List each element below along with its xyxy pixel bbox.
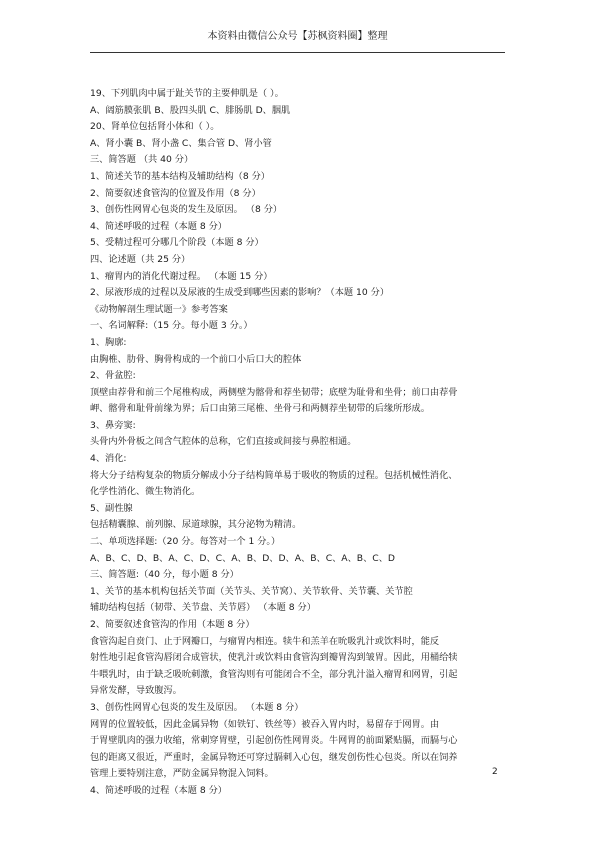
text-line: 顶壁由荐骨和前三个尾椎构成，两侧壁为髂骨和荐坐韧带；底壁为耻骨和坐骨；前口由荐骨: [90, 386, 458, 398]
text-line: 1、关节的基本机构包括关节面（关节头、关节窝）、关节软骨、关节囊、关节腔: [90, 585, 413, 597]
text-line: 2、骨盆腔:: [90, 370, 136, 382]
text-line: 1、简述关节的基本结构及辅助结构（8 分）: [90, 170, 270, 182]
text-line: 3、鼻旁窦:: [90, 419, 136, 431]
text-line: 包的距离又很近，严重时，金属异物还可穿过膈刺入心包，继发创伤性心包炎。所以在饲养: [90, 751, 458, 763]
text-line: 由胸椎、肋骨、胸骨构成的一个前口小后口大的腔体: [90, 353, 302, 365]
text-line: 三、简答题 （共 40 分）: [90, 154, 194, 166]
text-line: 包括精囊腺、前列腺、尿道球腺，其分泌物为精清。: [90, 519, 302, 531]
text-line: 19、下列肌肉中属于趾关节的主要伸肌是（ ）。: [90, 88, 284, 99]
text-line: 2、简要叙述食管沟的位置及作用（8 分）: [90, 187, 261, 199]
text-line: 《动物解剖生理试题一》参考答案: [90, 303, 228, 315]
text-line: 岬、髂骨和耻骨前缘为界；后口由第三尾椎、坐骨弓和两侧荐坐韧带的后缘所形成。: [90, 403, 430, 415]
text-line: 5、副性腺: [90, 502, 133, 514]
text-line: 牛喂乳时，由于缺乏吸吮刺激，食管沟则有可能闭合不全，部分乳汁溢入瘤胃和网胃，引起: [90, 668, 458, 680]
document-body: [90, 86, 508, 800]
text-line: 20、肾单位包括肾小体和（ ）。: [90, 121, 220, 133]
text-line: 4、消化:: [90, 453, 127, 465]
text-line: 头骨内外骨板之间含气腔体的总称，它们直接或间接与鼻腔相通。: [90, 436, 357, 448]
text-line: 2、简要叙述食管沟的作用（本题 8 分）: [90, 619, 255, 630]
text-line: 1、瘤胃内的消化代谢过程。 （本题 15 分）: [90, 270, 273, 282]
text-line: 管理上要特别注意，严防金属异物混入饲料。: [90, 768, 274, 780]
page-number: 2: [492, 767, 498, 777]
text-line: 2、尿液形成的过程以及尿液的生成受到哪些因素的影响？（本题 10 分）: [90, 287, 390, 299]
text-line: 二、单项选择题:（20 分。每答对一个 1 分。）: [90, 536, 281, 548]
text-line: 辅助结构包括（韧带、关节盘、关节唇） （本题 8 分）: [90, 602, 316, 614]
text-line: 一、名词解释:（15 分。每小题 3 分。）: [90, 320, 253, 332]
text-line: 网胃的位置较低，因此金属异物（如铁钉、铁丝等）被吞入胃内时，易留存于网胃。由: [90, 718, 440, 730]
header-rule: [90, 52, 505, 53]
text-line: 四、论述题（共 25 分）: [90, 253, 191, 265]
text-line: A、阔筋膜张肌 B、股四头肌 C、腓肠肌 D、胭肌: [90, 104, 291, 116]
text-line: A、肾小囊 B、肾小盏 C、集合管 D、肾小管: [90, 137, 272, 149]
text-line: 于胃壁肌肉的强力收缩，常刺穿胃壁，引起创伤性网胃炎。牛网胃的前面紧贴膈，而膈与心: [90, 735, 458, 747]
text-line: 5、受精过程可分哪几个阶段（本题 8 分）: [90, 237, 264, 249]
text-line: 射性地引起食管沟唇闭合成管状，使乳汁或饮料由食管沟到瓣胃沟到皱胃。因此，用桶给犊: [90, 652, 458, 664]
text-line: 4、简述呼吸的过程（本题 8 分）: [90, 784, 227, 796]
text-line: 1、胸廓:: [90, 336, 127, 348]
text-line: 食管沟起自贲门、止于网瓣口，与瘤胃内相连。犊牛和羔羊在吮吸乳汁或饮料时，能反: [90, 635, 440, 647]
text-line: 异常发酵，导致腹泻。: [90, 685, 182, 697]
page-header: 本资料由微信公众号【苏枫资料圈】整理: [207, 31, 388, 42]
text-line: 3、创伤性网胃心包炎的发生及原因。 （8 分）: [90, 204, 283, 216]
text-line: 4、简述呼吸的过程（本题 8 分）: [90, 220, 227, 232]
text-line: 化学性消化、微生物消化。: [90, 486, 201, 498]
text-line: 3、创伤性网胃心包炎的发生及原因。 （本题 8 分）: [90, 701, 304, 713]
text-line: 三、简答题:（40 分，每小题 8 分）: [90, 569, 239, 581]
text-line: 将大分子结构复杂的物质分解成小分子结构简单易于吸收的物质的过程。包括机械性消化、: [90, 469, 458, 481]
text-line: A、B、C、D、B、A、C、D、C、A、B、D、D、A、B、C、A、B、C、D: [90, 552, 395, 564]
